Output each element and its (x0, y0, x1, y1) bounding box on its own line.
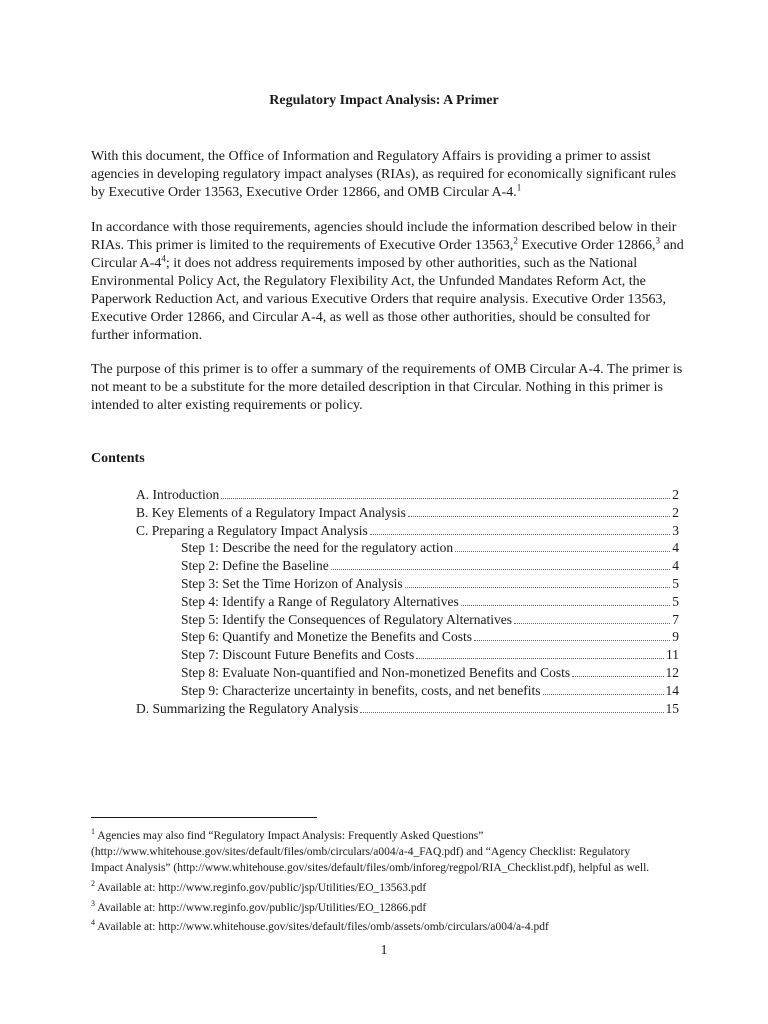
toc-entry[interactable] (136, 522, 679, 540)
footnote-ref-4[interactable]: 4 (161, 253, 166, 264)
toc-entry[interactable] (181, 611, 679, 629)
requirements-paragraph (91, 219, 691, 345)
footnote-1 (91, 824, 651, 876)
footnote-4 (91, 915, 651, 935)
toc-entry[interactable] (181, 539, 679, 557)
toc-leader-dots (416, 646, 664, 659)
toc-entry-page: 4 (672, 540, 679, 556)
toc-entry-label: A. Introduction (136, 487, 220, 502)
toc-entry[interactable] (136, 700, 679, 718)
toc-entry[interactable] (181, 664, 679, 682)
toc-entry[interactable] (136, 486, 679, 504)
toc-entry[interactable] (136, 504, 679, 522)
toc-entry-page: 3 (672, 522, 679, 538)
intro-text: With this document, the Office of Information and Regulatory Affairs is providing a primer to assist agencies in developing regulatory impact analyses (RIAs), as required for economically significant rules by Executive Order 13563, Executive Order 12866, and OMB Circular A-4. (91, 149, 677, 200)
toc-entry-label: Step 5: Identify the Consequences of Regulatory Alternatives (181, 611, 513, 627)
footnote-number: 4 (91, 918, 95, 928)
toc-entry-label: D. Summarizing the Regulatory Analysis (136, 700, 359, 716)
toc-entry-page: 5 (672, 593, 679, 609)
footnote-text: Available at: http://www.reginfo.gov/public/jsp/Utilities/EO_12866.pdf (95, 901, 427, 914)
toc-leader-dots (221, 486, 670, 499)
footnote-divider (91, 817, 317, 818)
toc-entry-label: Step 4: Identify a Range of Regulatory Alternatives (181, 593, 459, 609)
toc-entry-label: Step 7: Discount Future Benefits and Costs (181, 647, 415, 663)
footnote-ref-3[interactable]: 3 (655, 235, 660, 246)
toc-entry-label: Step 1: Describe the need for the regulatory action (181, 540, 454, 556)
toc-leader-dots (474, 628, 670, 641)
toc-entry[interactable] (181, 575, 679, 593)
toc-leader-dots (461, 593, 670, 606)
toc-entry-page: 5 (672, 576, 679, 591)
footnote-ref-1[interactable]: 1 (516, 182, 522, 193)
requirements-text-b: Executive Order 12866, (517, 238, 656, 253)
footnote-number: 1 (91, 827, 95, 836)
toc-entry-page: 12 (665, 665, 679, 680)
toc-leader-dots (405, 575, 671, 588)
toc-entry[interactable] (181, 557, 679, 575)
footnote-text: Available at: http://www.reginfo.gov/public/jsp/Utilities/EO_13563.pdf (95, 881, 427, 894)
toc-entry[interactable] (181, 646, 679, 664)
toc-entry-page: 11 (666, 647, 679, 663)
footnote-2 (91, 876, 651, 896)
footnote-text: Available at: http://www.whitehouse.gov/sites/default/files/omb/assets/omb/circulars/a004/a-4.pdf (95, 921, 549, 934)
toc-leader-dots (455, 539, 670, 552)
toc-entry-page: 7 (672, 611, 679, 627)
footnote-number: 2 (91, 878, 95, 888)
toc-entry[interactable] (181, 593, 679, 611)
toc-entry-page: 2 (672, 504, 679, 520)
requirements-text-a: In accordance with those requirements, agencies should include the information described below in their RIAs. This primer is limited to the requirements of Executive Order 13563, (91, 220, 677, 253)
toc-entry-label: Step 3: Set the Time Horizon of Analysis (181, 576, 403, 591)
toc-entry[interactable] (181, 682, 679, 700)
toc-entry-label: Step 2: Define the Baseline (181, 558, 329, 574)
toc-entry-page: 2 (672, 487, 679, 502)
page-number: 1 (380, 943, 388, 958)
toc-leader-dots (370, 522, 671, 535)
intro-paragraph (91, 148, 691, 202)
footnote-ref-2[interactable]: 2 (513, 235, 518, 246)
toc-entry-page: 15 (665, 700, 679, 716)
toc-entry-label: C. Preparing a Regulatory Impact Analysis (136, 522, 368, 538)
toc-leader-dots (572, 664, 663, 677)
requirements-text-d: ; it does not address requirements imposed by other authorities, such as the National Environmental Policy Act, the Regulatory Flexibility Act, the Unfunded Mandates Reform Act, the Paperwork Reduction Act, and various Executive Orders that require analysis. Executive Order 13563, Executive Order 12866, and Circular A-4, as well as those other authorities, should be consulted for further information. (91, 256, 666, 343)
toc-entry-label: Step 6: Quantify and Monetize the Benefits and Costs (181, 629, 472, 645)
toc-entry-page: 14 (665, 682, 679, 698)
toc-entry[interactable] (181, 628, 679, 646)
toc-leader-dots (543, 682, 664, 695)
toc-entry-page: 4 (672, 558, 679, 574)
page-title: Regulatory Impact Analysis: A Primer (269, 93, 499, 108)
toc-leader-dots (331, 557, 671, 570)
toc-leader-dots (514, 611, 670, 624)
footnotes (91, 824, 651, 935)
footnote-number: 3 (91, 898, 95, 908)
toc-entry-label: Step 9: Characterize uncertainty in benefits, costs, and net benefits (181, 682, 541, 698)
toc-entry-label: Step 8: Evaluate Non-quantified and Non-monetized Benefits and Costs (181, 665, 571, 680)
footnote-text: Agencies may also find “Regulatory Impact Analysis: Frequently Asked Questions” (http://www.whitehouse.gov/sites/default/files/omb/circulars/a004/a-4_FAQ.pdf) and “Agency Checklist: Regulatory Impact Analysis” (http://www.whitehouse.gov/sites/default/files/omb/inforeg/regpol/RIA_Checklist.pdf), helpful as well. (91, 829, 650, 874)
requirements-text-c: and Circular A-4 (91, 238, 684, 271)
toc-leader-dots (408, 504, 670, 517)
toc-leader-dots (360, 700, 663, 713)
purpose-paragraph: The purpose of this primer is to offer a summary of the requirements of OMB Circular A-4. The primer is not meant to be a substitute for the more detailed description in that Circular. Nothing in this primer is intended to alter existing requirements or policy. (91, 362, 683, 413)
toc-entry-page: 9 (672, 629, 679, 645)
footnote-3 (91, 896, 651, 916)
contents-heading: Contents (91, 451, 145, 466)
toc-entry-label: B. Key Elements of a Regulatory Impact Analysis (136, 504, 406, 520)
